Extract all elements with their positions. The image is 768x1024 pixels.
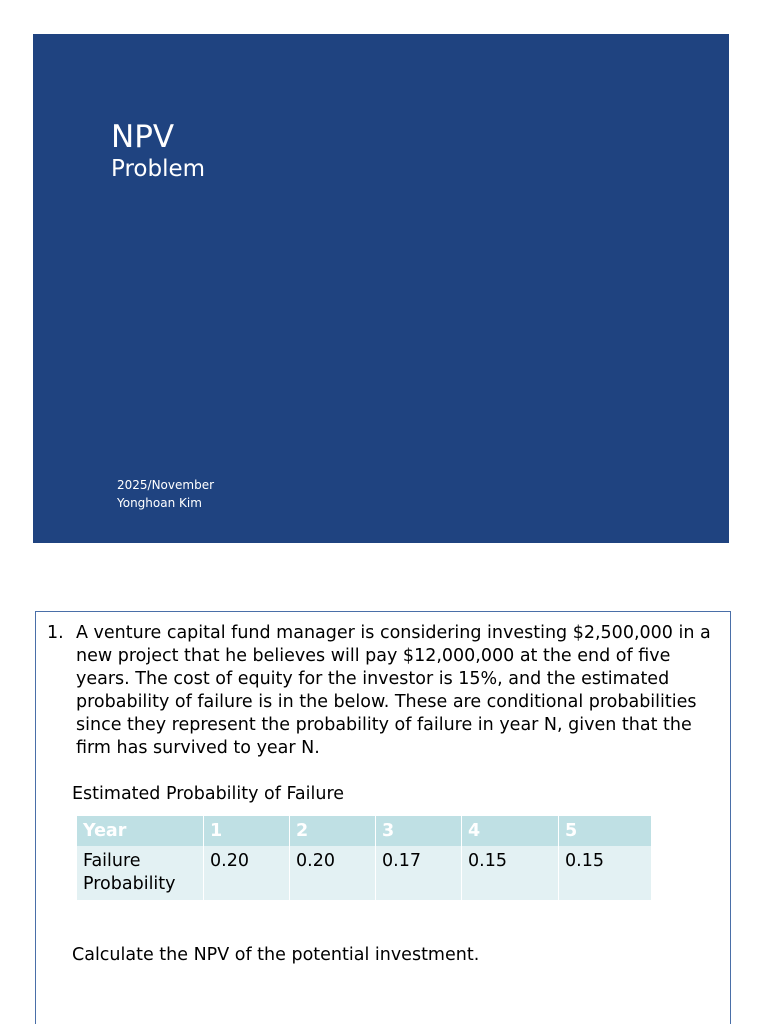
table-header-cell: 4 bbox=[462, 816, 559, 846]
table-header-cell: 2 bbox=[290, 816, 376, 846]
presentation-date: 2025/November bbox=[117, 478, 215, 492]
slide-subtitle: Problem bbox=[111, 156, 206, 182]
table-header-cell: 1 bbox=[204, 816, 290, 846]
problem-item bbox=[47, 622, 717, 760]
table-cell: 0.17 bbox=[376, 846, 462, 900]
table-header-cell: Year bbox=[77, 816, 204, 846]
question-text: Calculate the NPV of the potential investment. bbox=[72, 945, 480, 965]
presentation-author: Yonghoan Kim bbox=[117, 496, 202, 510]
title-slide bbox=[33, 34, 729, 543]
table-header-row bbox=[77, 816, 652, 846]
slide-title: NPV bbox=[111, 119, 175, 155]
table-row-label: Failure Probability bbox=[77, 846, 204, 900]
table-cell: 0.20 bbox=[204, 846, 290, 900]
table-cell: 0.15 bbox=[559, 846, 652, 900]
table-header-cell: 5 bbox=[559, 816, 652, 846]
problem-text: A venture capital fund manager is considering investing $2,500,000 in a new project that he believes will pay $12,000,000 at the end of five years. The cost of equity for the investor is 15%, and the estimated probability of failure is in the below. These are conditional probabilities since they represent the probability of failure in year N, given that the firm has survived to year N. bbox=[76, 623, 711, 758]
table-caption: Estimated Probability of Failure bbox=[72, 784, 345, 804]
failure-probability-table bbox=[77, 816, 652, 900]
table-cell: 0.15 bbox=[462, 846, 559, 900]
table-cell: 0.20 bbox=[290, 846, 376, 900]
problem-slide bbox=[35, 611, 731, 1024]
problem-number: 1. bbox=[47, 623, 64, 643]
table-header-cell: 3 bbox=[376, 816, 462, 846]
table-row bbox=[77, 846, 652, 900]
